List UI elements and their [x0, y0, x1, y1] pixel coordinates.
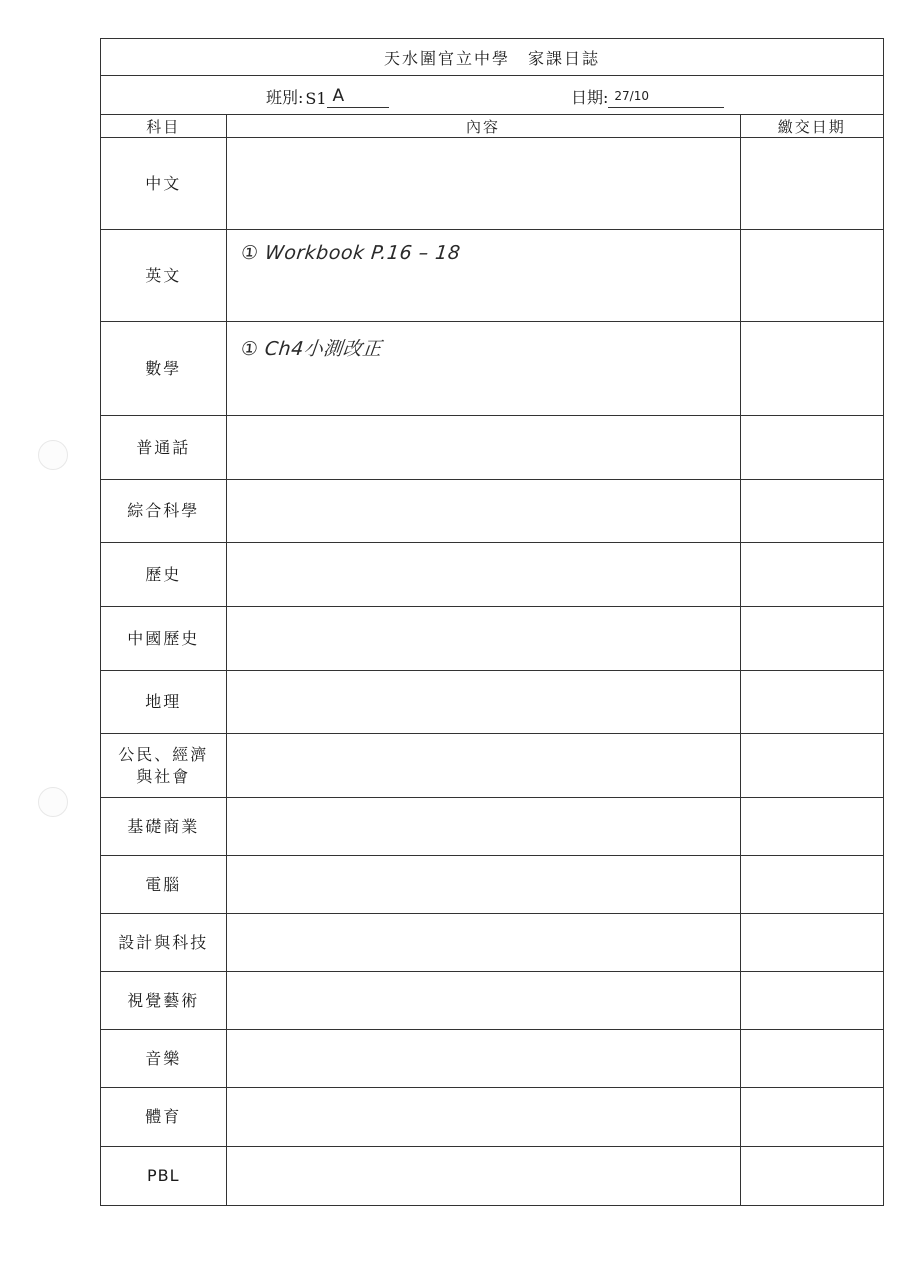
diary-title: 家課日誌 — [528, 48, 601, 68]
class-prefix: S1 — [305, 89, 327, 108]
subject-cell: 綜合科學 — [101, 480, 226, 543]
content-cell[interactable] — [226, 416, 740, 480]
content-cell[interactable] — [226, 798, 740, 856]
subject-cell: 地理 — [101, 671, 226, 734]
table-row — [101, 856, 883, 914]
table-row — [101, 230, 883, 322]
table-row — [101, 138, 883, 230]
content-cell[interactable] — [226, 1147, 740, 1205]
content-cell[interactable] — [226, 734, 740, 798]
table-row — [101, 322, 883, 416]
due-cell[interactable] — [740, 1147, 883, 1205]
content-cell[interactable] — [226, 138, 740, 230]
date-label: 日期: — [571, 88, 609, 107]
subject-cell: 音樂 — [101, 1030, 226, 1088]
content-text: ① Workbook P.16 – 18 — [239, 242, 462, 264]
content-cell[interactable] — [226, 322, 740, 416]
header-due-date: 繳交日期 — [740, 115, 883, 138]
class-value[interactable]: A — [327, 87, 389, 108]
due-cell[interactable] — [740, 543, 883, 607]
subject-cell: PBL — [101, 1147, 226, 1205]
due-cell[interactable] — [740, 480, 883, 543]
school-name: 天水圍官立中學 — [383, 48, 510, 68]
subject-text: 公民、經濟與社會 — [118, 744, 209, 786]
homework-diary-sheet — [100, 38, 884, 1206]
punch-hole-top — [38, 440, 68, 470]
subject-cell — [101, 734, 226, 798]
table-row — [101, 671, 883, 734]
table-row — [101, 1088, 883, 1147]
due-cell[interactable] — [740, 1030, 883, 1088]
table-row — [101, 972, 883, 1030]
table-row — [101, 1030, 883, 1088]
due-cell[interactable] — [740, 856, 883, 914]
table-row — [101, 543, 883, 607]
content-cell[interactable] — [226, 856, 740, 914]
due-cell[interactable] — [740, 1088, 883, 1147]
content-cell[interactable] — [226, 1030, 740, 1088]
content-cell[interactable] — [226, 230, 740, 322]
table-row — [101, 798, 883, 856]
homework-table — [101, 115, 883, 1205]
subject-cell: 歷史 — [101, 543, 226, 607]
content-cell[interactable] — [226, 607, 740, 671]
due-cell[interactable] — [740, 734, 883, 798]
content-cell[interactable] — [226, 480, 740, 543]
subject-cell: 體育 — [101, 1088, 226, 1147]
date-field — [571, 85, 724, 108]
table-header-row — [101, 115, 883, 138]
content-cell[interactable] — [226, 543, 740, 607]
table-row — [101, 416, 883, 480]
header-content: 內容 — [226, 115, 740, 138]
due-cell[interactable] — [740, 230, 883, 322]
content-text: ① Ch4小測改正 — [239, 338, 383, 360]
content-cell[interactable] — [226, 972, 740, 1030]
content-cell[interactable] — [226, 914, 740, 972]
subject-cell: 基礎商業 — [101, 798, 226, 856]
class-field — [266, 85, 389, 108]
due-cell[interactable] — [740, 416, 883, 480]
subject-cell: 設計與科技 — [101, 914, 226, 972]
subject-cell: 數學 — [101, 322, 226, 416]
info-row — [101, 76, 883, 115]
subject-cell: 電腦 — [101, 856, 226, 914]
due-cell[interactable] — [740, 138, 883, 230]
due-cell[interactable] — [740, 798, 883, 856]
class-label: 班別: — [266, 88, 304, 107]
content-cell[interactable] — [226, 1088, 740, 1147]
due-cell[interactable] — [740, 972, 883, 1030]
subject-cell: 中國歷史 — [101, 607, 226, 671]
title-row — [101, 39, 883, 76]
due-cell[interactable] — [740, 607, 883, 671]
due-cell[interactable] — [740, 914, 883, 972]
punch-hole-bottom — [38, 787, 68, 817]
table-row — [101, 914, 883, 972]
due-cell[interactable] — [740, 322, 883, 416]
table-row — [101, 734, 883, 798]
date-value[interactable]: 27/10 — [608, 87, 724, 108]
subject-cell: 英文 — [101, 230, 226, 322]
table-row — [101, 480, 883, 543]
header-subject: 科目 — [101, 115, 226, 138]
content-cell[interactable] — [226, 671, 740, 734]
subject-cell: 視覺藝術 — [101, 972, 226, 1030]
subject-cell: 普通話 — [101, 416, 226, 480]
table-row — [101, 1147, 883, 1205]
due-cell[interactable] — [740, 671, 883, 734]
subject-cell: 中文 — [101, 138, 226, 230]
table-row — [101, 607, 883, 671]
